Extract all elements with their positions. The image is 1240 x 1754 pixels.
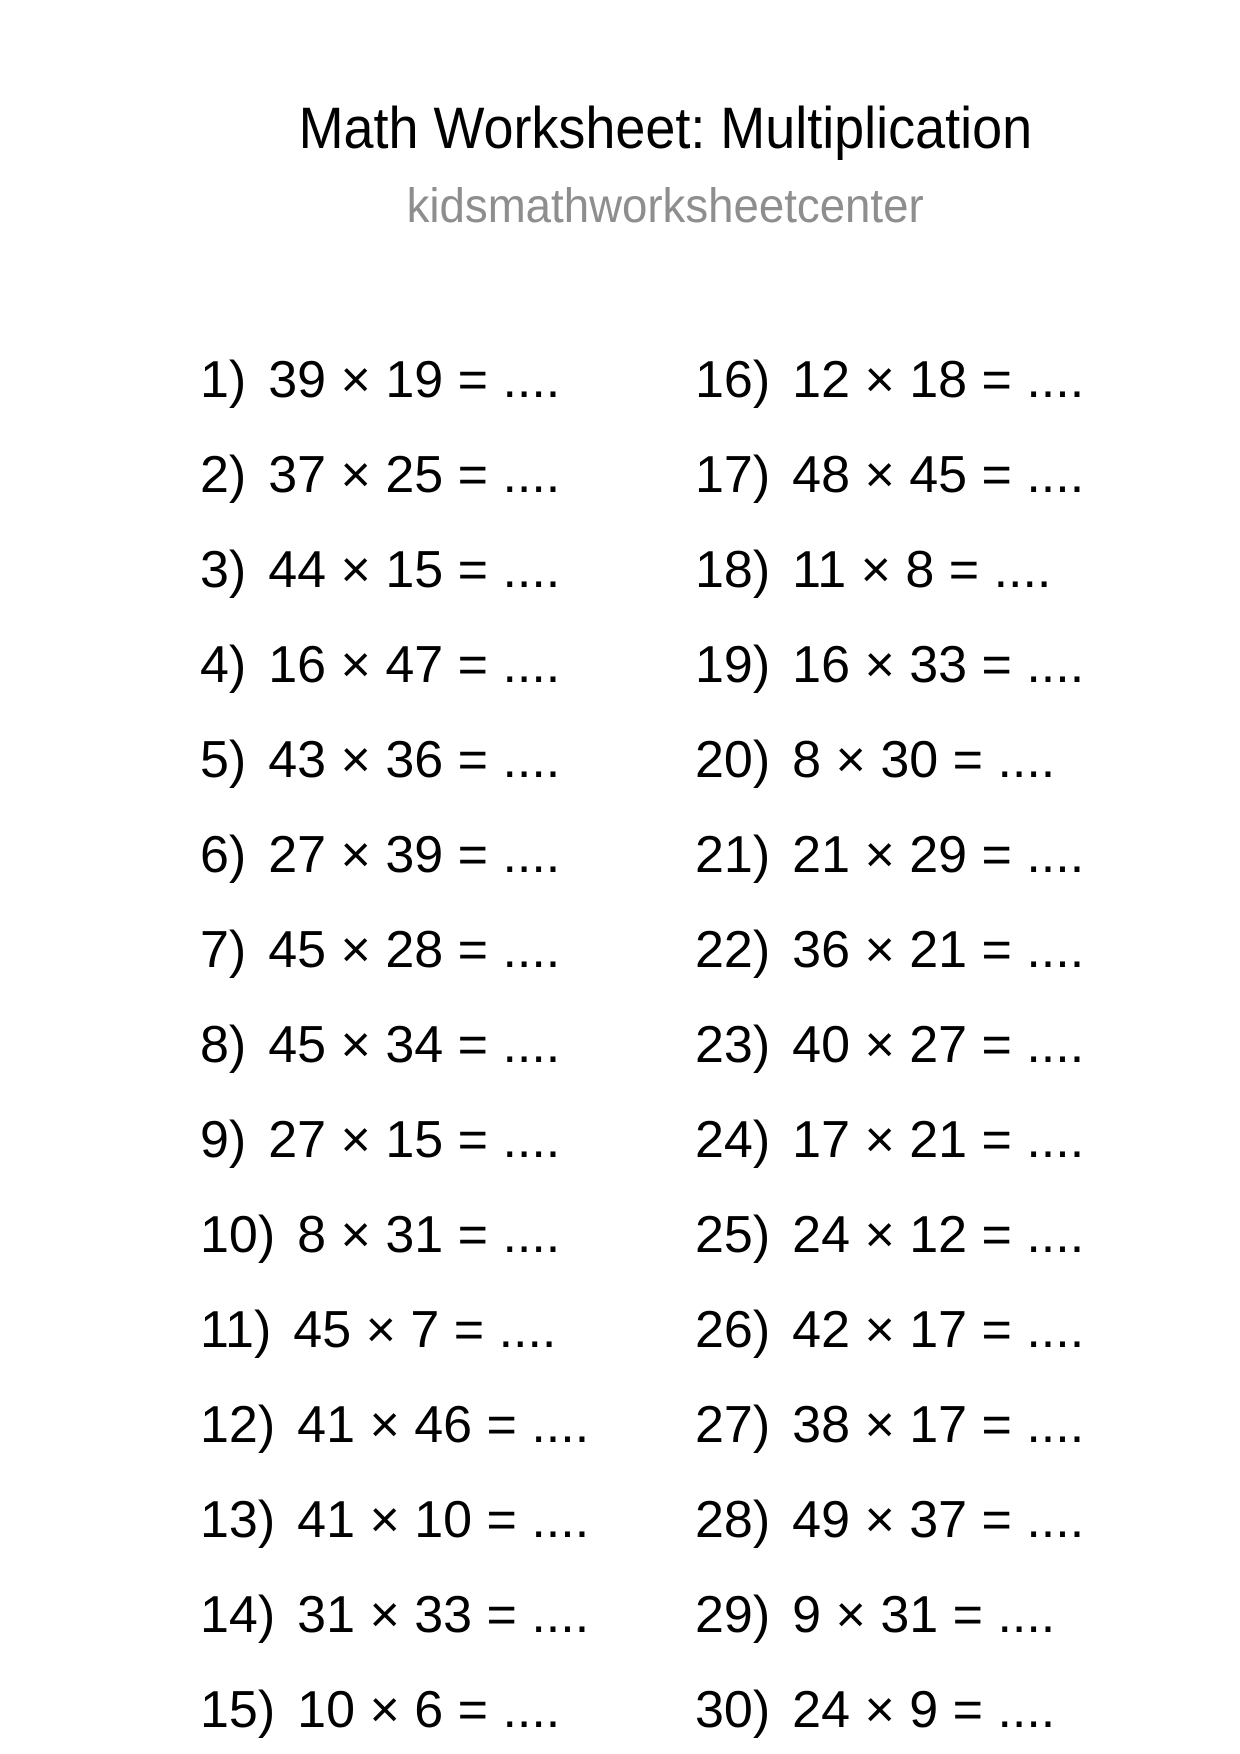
problem-expression: 45 × 28 = .... [268,921,561,979]
problem-number: 29) [695,1586,771,1644]
problem-row [695,1300,1084,1395]
problem-expression: 45 × 34 = .... [268,1016,561,1074]
problem-number: 20) [695,731,771,789]
problem-row [695,1680,1084,1754]
problems-column-left [200,350,589,1754]
problem-expression: 48 × 45 = .... [792,446,1085,504]
page-subtitle: kidsmathworksheetcenter [406,179,924,233]
problem-row [200,635,589,730]
problem-number: 17) [695,446,771,504]
problem-number: 4) [200,636,247,694]
problem-row [200,350,589,445]
problem-expression: 8 × 30 = .... [792,731,1056,789]
problem-row [200,540,589,635]
problem-row [695,730,1084,825]
problem-expression: 24 × 12 = .... [792,1206,1085,1264]
problem-expression: 27 × 15 = .... [268,1111,561,1169]
problem-row [695,445,1084,540]
problems-column-right [695,350,1084,1754]
problem-row [200,1680,589,1754]
problem-number: 3) [200,541,247,599]
problem-number: 24) [695,1111,771,1169]
problem-row [200,1015,589,1110]
problem-number: 11) [200,1301,272,1359]
problem-expression: 27 × 39 = .... [268,826,561,884]
problem-number: 16) [695,351,771,409]
problem-expression: 12 × 18 = .... [792,351,1085,409]
problem-row [200,445,589,540]
problem-number: 30) [695,1681,771,1739]
problem-number: 22) [695,921,771,979]
problem-expression: 36 × 21 = .... [792,921,1085,979]
problem-expression: 37 × 25 = .... [268,446,561,504]
problem-expression: 49 × 37 = .... [792,1491,1085,1549]
problem-expression: 44 × 15 = .... [268,541,561,599]
problem-number: 25) [695,1206,771,1264]
problem-number: 21) [695,826,771,884]
problem-number: 19) [695,636,771,694]
problem-expression: 45 × 7 = .... [293,1301,557,1359]
problem-expression: 21 × 29 = .... [792,826,1085,884]
problem-number: 14) [200,1586,276,1644]
problem-row [695,1015,1084,1110]
problem-number: 2) [200,446,247,504]
problem-expression: 43 × 36 = .... [268,731,561,789]
problem-number: 10) [200,1206,276,1264]
problem-number: 1) [200,351,247,409]
problem-row [695,1110,1084,1205]
problem-row [200,1395,589,1490]
problem-expression: 24 × 9 = .... [792,1681,1056,1739]
problem-expression: 42 × 17 = .... [792,1301,1085,1359]
problem-number: 23) [695,1016,771,1074]
page-title: Math Worksheet: Multiplication [298,96,1032,161]
problem-row [200,1490,589,1585]
problem-expression: 39 × 19 = .... [268,351,561,409]
problem-row [200,920,589,1015]
problem-row [200,1585,589,1680]
problem-expression: 16 × 47 = .... [268,636,561,694]
problem-row [695,540,1084,635]
problem-expression: 41 × 10 = .... [297,1491,590,1549]
problem-expression: 11 × 8 = .... [792,541,1052,599]
problem-number: 12) [200,1396,276,1454]
problem-row [695,920,1084,1015]
problem-expression: 9 × 31 = .... [792,1586,1056,1644]
problem-row [695,825,1084,920]
problem-row [200,730,589,825]
problem-row [200,1300,589,1395]
problem-row [695,635,1084,730]
problem-row [695,1395,1084,1490]
problem-number: 6) [200,826,247,884]
problem-number: 7) [200,921,247,979]
problem-number: 5) [200,731,247,789]
problem-expression: 17 × 21 = .... [792,1111,1085,1169]
problem-number: 9) [200,1111,247,1169]
problem-row [695,350,1084,445]
problem-number: 27) [695,1396,771,1454]
problem-expression: 10 × 6 = .... [297,1681,561,1739]
problem-number: 13) [200,1491,276,1549]
problem-expression: 40 × 27 = .... [792,1016,1085,1074]
problem-number: 15) [200,1681,276,1739]
problem-row [695,1585,1084,1680]
problem-expression: 41 × 46 = .... [297,1396,590,1454]
problem-expression: 8 × 31 = .... [297,1206,561,1264]
problem-row [200,825,589,920]
problem-number: 18) [695,541,771,599]
worksheet-header [0,96,1240,233]
problem-number: 26) [695,1301,771,1359]
problem-row [695,1205,1084,1300]
problem-number: 28) [695,1491,771,1549]
problem-expression: 38 × 17 = .... [792,1396,1085,1454]
problem-expression: 31 × 33 = .... [297,1586,590,1644]
problem-row [200,1205,589,1300]
problem-number: 8) [200,1016,247,1074]
problem-row [695,1490,1084,1585]
problem-row [200,1110,589,1205]
problem-expression: 16 × 33 = .... [792,636,1085,694]
